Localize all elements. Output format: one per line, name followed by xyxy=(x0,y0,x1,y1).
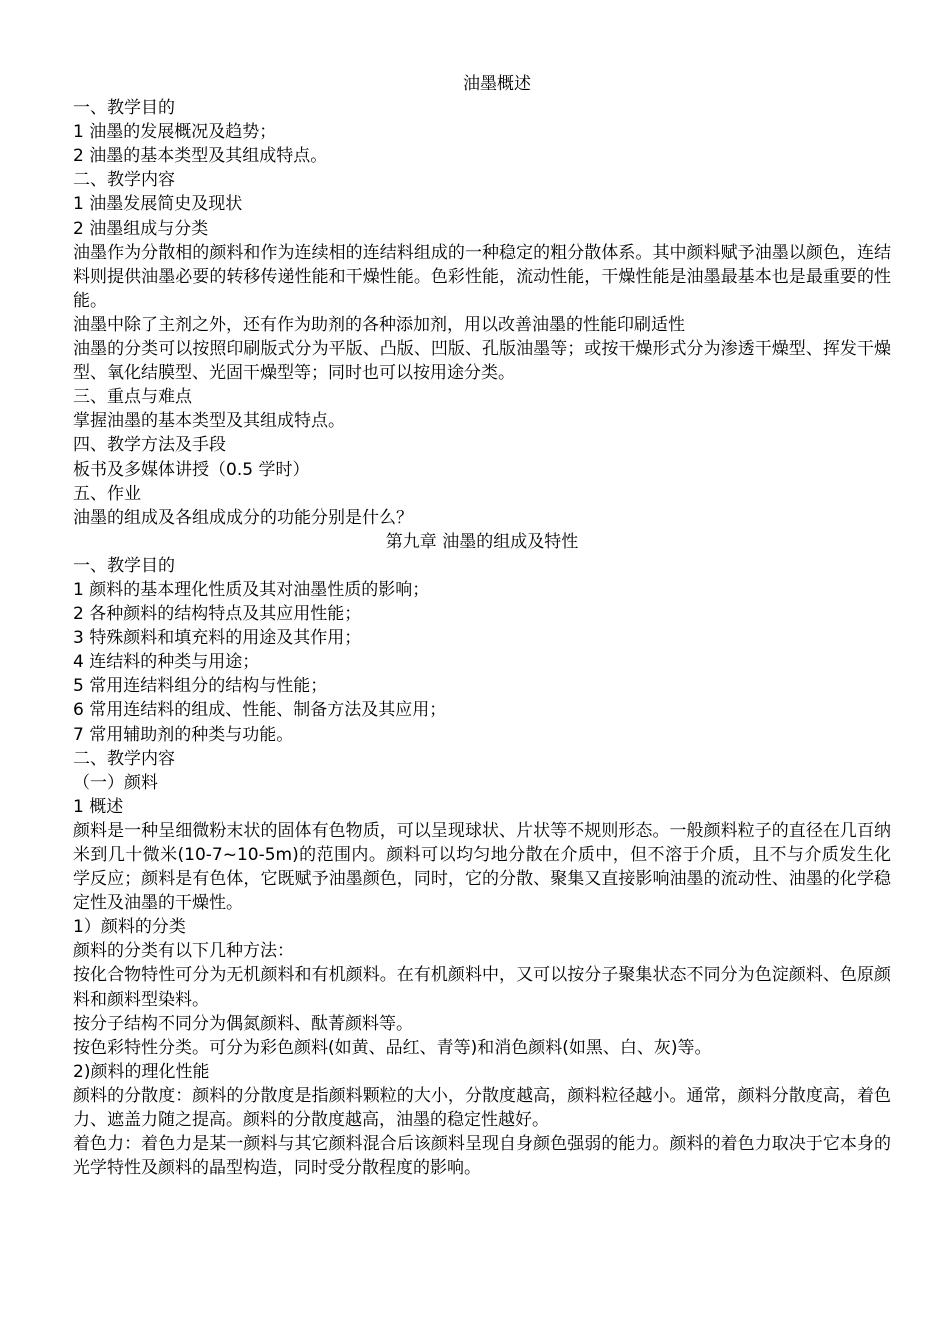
paragraph: 颜料是一种呈细微粉末状的固体有色物质，可以呈现球状、片状等不规则形态。一般颜料粒子的直径在几百纳米到几十微米(10-7~10-5m)的范围内。颜料可以均匀地分散在介质中，但不溶于介质，且不与介质发生化学反应；颜料是有色体，它既赋予油墨颜色，同时，它的分散、聚集又直接影响油墨的流动性、油墨的化学稳定性及油墨的干燥性。 xyxy=(73,820,891,914)
list-item: 3 特殊颜料和填充料的用途及其作用； xyxy=(73,628,362,649)
list-item: 2 油墨组成与分类 xyxy=(73,218,209,239)
list-item: 2 各种颜料的结构特点及其应用性能； xyxy=(73,604,362,625)
subsection-heading: 1）颜料的分类 xyxy=(73,917,186,938)
list-item: 6 常用连结料的组成、性能、制备方法及其应用； xyxy=(73,700,447,721)
paragraph: 掌握油墨的基本类型及其组成特点。 xyxy=(73,411,345,432)
subsection-heading: 2)颜料的理化性能 xyxy=(73,1061,210,1082)
paragraph: 颜料的分类有以下几种方法： xyxy=(73,941,294,962)
subsection-heading: （一）颜料 xyxy=(73,772,158,793)
list-item: 2 油墨的基本类型及其组成特点。 xyxy=(73,146,328,167)
subsection-heading: 1 概述 xyxy=(73,796,124,817)
list-item: 7 常用辅助剂的种类与功能。 xyxy=(73,724,294,745)
list-item: 1 油墨的发展概况及趋势； xyxy=(73,122,277,143)
chapter-title: 第九章 油墨的组成及特性 xyxy=(385,531,579,552)
paragraph: 着色力：着色力是某一颜料与其它颜料混合后该颜料呈现自身颜色强弱的能力。颜料的着色力取决于它本身的光学特性及颜料的晶型构造，同时受分散程度的影响。 xyxy=(73,1134,891,1179)
paragraph: 按分子结构不同分为偶氮颜料、酞菁颜料等。 xyxy=(73,1013,413,1034)
section-heading: 四、教学方法及手段 xyxy=(73,435,226,456)
paragraph: 板书及多媒体讲授（0.5 学时） xyxy=(73,459,310,480)
paragraph: 颜料的分散度：颜料的分散度是指颜料颗粒的大小，分散度越高，颜料粒径越小。通常，颜料分散度高，着色力、遮盖力随之提高。颜料的分散度越高，油墨的稳定性越好。 xyxy=(73,1085,891,1131)
list-item: 1 油墨发展简史及现状 xyxy=(73,194,243,215)
document-page xyxy=(73,72,891,1180)
document-title: 油墨概述 xyxy=(463,74,531,94)
paragraph: 油墨作为分散相的颜料和作为连续相的连结料组成的一种稳定的粗分散体系。其中颜料赋予油墨以颜色，连结料则提供油墨必要的转移传递性能和干燥性能。色彩性能，流动性能，干燥性能是油墨最基本也是最重要的性能。 xyxy=(73,242,891,311)
section-heading: 一、教学目的 xyxy=(73,98,175,119)
paragraph: 按色彩特性分类。可分为彩色颜料(如黄、品红、青等)和消色颜料(如黑、白、灰)等。 xyxy=(73,1037,712,1058)
paragraph: 油墨中除了主剂之外，还有作为助剂的各种添加剂，用以改善油墨的性能印刷适性 xyxy=(73,314,685,335)
list-item: 5 常用连结料组分的结构与性能； xyxy=(73,676,328,697)
section-heading: 一、教学目的 xyxy=(73,555,175,576)
section-heading: 二、教学内容 xyxy=(73,748,175,769)
section-heading: 三、重点与难点 xyxy=(73,387,192,408)
list-item: 1 颜料的基本理化性质及其对油墨性质的影响； xyxy=(73,579,430,600)
section-heading: 五、作业 xyxy=(73,483,141,504)
paragraph: 油墨的组成及各组成成分的功能分别是什么？ xyxy=(73,507,413,528)
section-heading: 二、教学内容 xyxy=(73,170,175,191)
paragraph: 油墨的分类可以按照印刷版式分为平版、凸版、凹版、孔版油墨等；或按干燥形式分为渗透干燥型、挥发干燥型、氧化结膜型、光固干燥型等；同时也可以按用途分类。 xyxy=(73,339,891,384)
paragraph: 按化合物特性可分为无机颜料和有机颜料。在有机颜料中，又可以按分子聚集状态不同分为色淀颜料、色原颜料和颜料型染料。 xyxy=(73,965,891,1010)
list-item: 4 连结料的种类与用途； xyxy=(73,652,260,673)
